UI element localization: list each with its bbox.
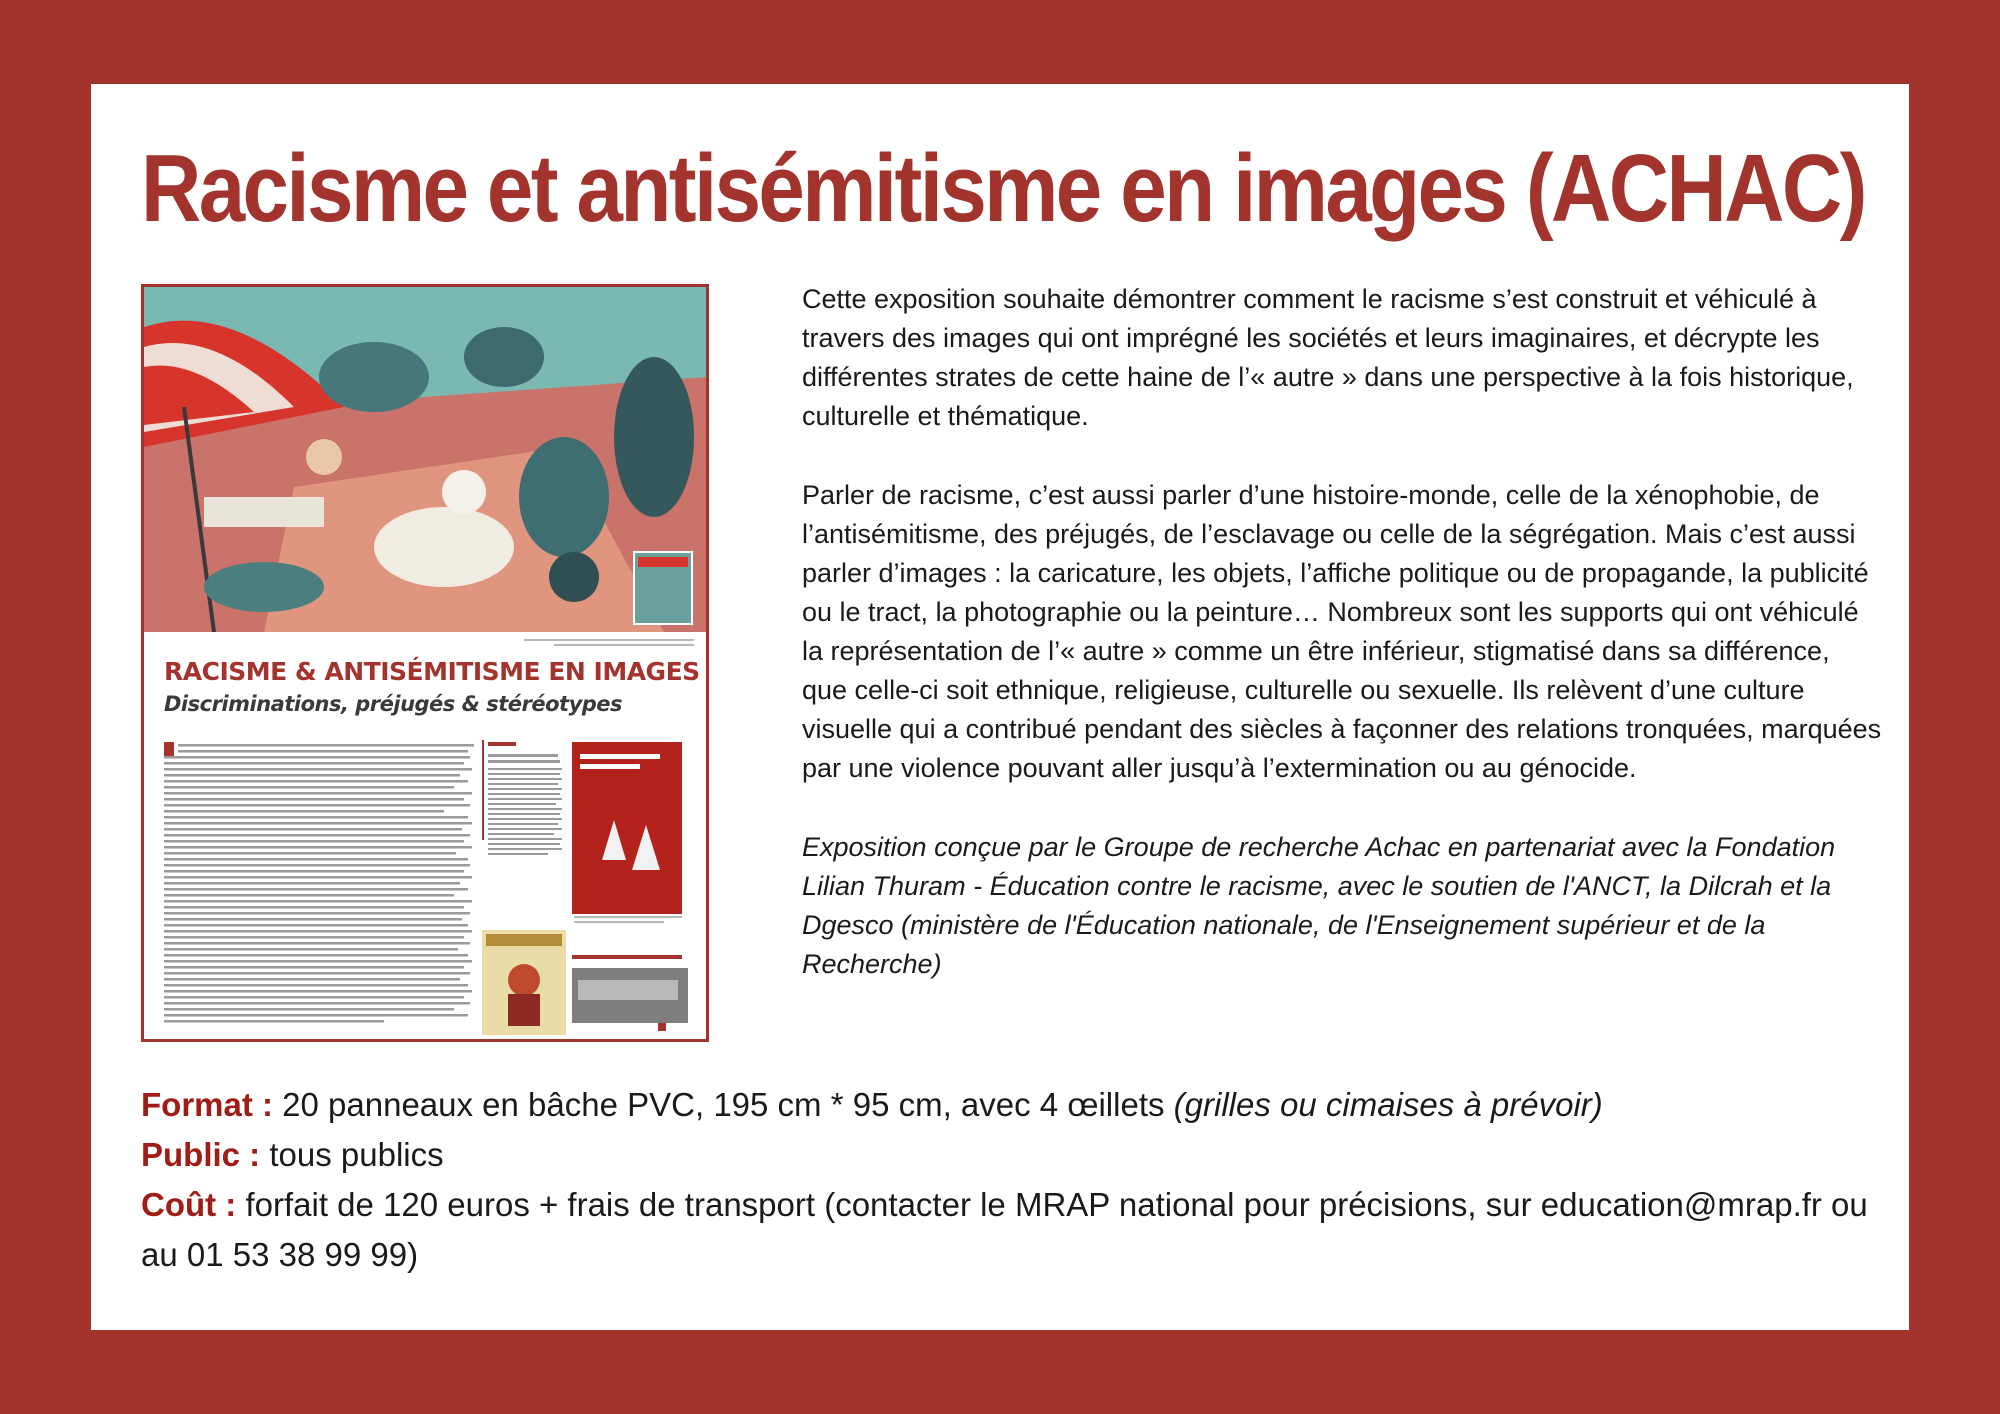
cost-value: forfait de 120 euros + frais de transport (contacter le MRAP national pour précisions, sur education@mrap.fr ou au 01 53 38 99 99)	[141, 1186, 1868, 1273]
exhibition-credit: Exposition conçue par le Groupe de recherche Achac en partenariat avec la Fondation Lilian Thuram - Éducation contre le racisme, avec le soutien de l'ANCT, la Dilcrah et la Dgesco (ministère de l'Éducation nationale, de l'Enseignement supérieur et de la Recherche)	[802, 832, 1836, 979]
public-label: Public :	[141, 1136, 261, 1173]
description-paragraph-1: Cette exposition souhaite démontrer comment le racisme s’est construit et véhiculé à travers des images qui ont imprégné les sociétés et leurs imaginaires, et décrypte les différentes strates de cette haine de l’« autre » dans une perspective à la fois historique, culturelle et thématique.	[802, 284, 1854, 431]
poster-body-text-lines	[164, 742, 474, 1027]
description	[802, 280, 1882, 984]
poster-illustration	[144, 287, 706, 632]
poster-focus-column	[482, 740, 692, 1035]
public-row	[141, 1130, 1881, 1180]
format-row	[141, 1080, 1881, 1130]
poster-subheadline: Discriminations, préjugés & stéréotypes	[164, 692, 623, 716]
poster-headline: RACISME & ANTISÉMITISME EN IMAGES	[164, 657, 700, 686]
exhibition-poster-image	[141, 284, 709, 1042]
cost-row	[141, 1180, 1881, 1280]
description-paragraph-2: Parler de racisme, c’est aussi parler d’une histoire-monde, celle de la xénophobie, de l’antisémitisme, des préjugés, de l’esclavage ou celle de la ségrégation. Mais c’est aussi parler d’images : la caricature, les objets, l’affiche politique ou de propagande, la publicité ou le tract, la photographie ou la peinture… Nombreux sont les supports qui ont véhiculé la représentation de l’« autre » comme un être inférieur, stigmatisé dans sa différence, que celle-ci soit ethnique, religieuse, culturelle ou sexuelle. Ils relèvent d’une culture visuelle qui a contribué pendant des siècles à façonner des relations tronquées, marquées par une violence pouvant aller jusqu’à l’extermination ou au génocide.	[802, 480, 1882, 783]
format-label: Format :	[141, 1086, 273, 1123]
format-note: (grilles ou cimaises à prévoir)	[1173, 1086, 1603, 1123]
poster-caption-lines	[524, 637, 694, 649]
format-value: 20 panneaux en bâche PVC, 195 cm * 95 cm, avec 4 œillets	[273, 1086, 1174, 1123]
cost-label: Coût :	[141, 1186, 237, 1223]
exhibition-details	[141, 1080, 1881, 1280]
public-value: tous publics	[260, 1136, 444, 1173]
page-title: Racisme et antisémitisme en images (ACHAC)	[141, 135, 1865, 242]
exhibition-card	[91, 84, 1909, 1330]
